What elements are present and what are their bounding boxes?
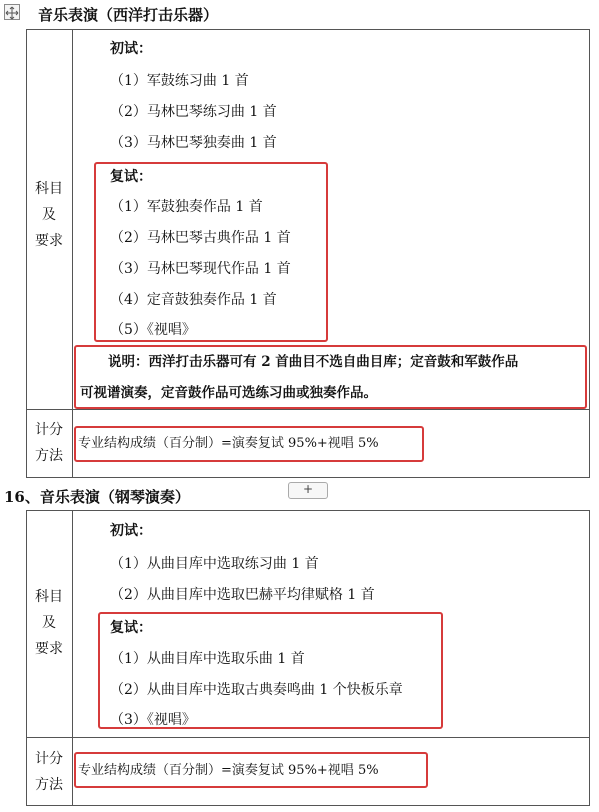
section1-note-line1: 说明：西洋打击乐器可有 2 首曲目不选自曲目库；定音鼓和军鼓作品 — [108, 354, 519, 370]
section2-retest-heading: 复试： — [110, 620, 152, 636]
section1-scoring-label: 计分 方法 — [35, 422, 63, 464]
retest-highlight-box — [94, 162, 328, 342]
list-item: （2）从曲目库中选取巴赫平均律赋格 1 首 — [110, 587, 375, 603]
list-item: （1）从曲目库中选取练习曲 1 首 — [110, 556, 319, 572]
list-item: （2）从曲目库中选取古典奏鸣曲 1 个快板乐章 — [110, 682, 403, 698]
list-item: （2）马林巴琴练习曲 1 首 — [110, 104, 277, 120]
section2-initial-heading: 初试： — [110, 523, 152, 539]
section1-initial-heading: 初试： — [110, 41, 152, 57]
list-item: （3）马林巴琴独奏曲 1 首 — [110, 135, 277, 151]
list-item: （5）《视唱》 — [110, 322, 196, 338]
list-item: （1）军鼓练习曲 1 首 — [110, 73, 249, 89]
move-arrows-icon — [5, 6, 19, 20]
section2-scoring-label: 计分 方法 — [35, 751, 63, 793]
section1-subjects-label: 科目 及 要求 — [35, 181, 63, 249]
list-item: （4）定音鼓独奏作品 1 首 — [110, 292, 277, 308]
list-item: （3）《视唱》 — [110, 712, 196, 728]
list-item: （2）马林巴琴古典作品 1 首 — [110, 230, 291, 246]
add-row-button[interactable]: + — [288, 482, 328, 499]
section2-subjects-label: 科目 及 要求 — [35, 589, 63, 657]
table-move-handle[interactable] — [4, 4, 20, 20]
list-item: （1）军鼓独奏作品 1 首 — [110, 199, 263, 215]
section2-title: 16、音乐表演（钢琴演奏） — [4, 488, 190, 506]
list-item: （1）从曲目库中选取乐曲 1 首 — [110, 651, 305, 667]
section1-retest-heading: 复试： — [110, 169, 152, 185]
section1-scoring: 专业结构成绩（百分制）=演奏复试 95%+视唱 5% — [78, 436, 379, 451]
section1-note-line2: 可视谱演奏，定音鼓作品可选练习曲或独奏作品。 — [80, 385, 377, 401]
section1-title: 音乐表演（西洋打击乐器） — [38, 6, 219, 24]
section2-scoring: 专业结构成绩（百分制）=演奏复试 95%+视唱 5% — [78, 763, 379, 778]
list-item: （3）马林巴琴现代作品 1 首 — [110, 261, 291, 277]
